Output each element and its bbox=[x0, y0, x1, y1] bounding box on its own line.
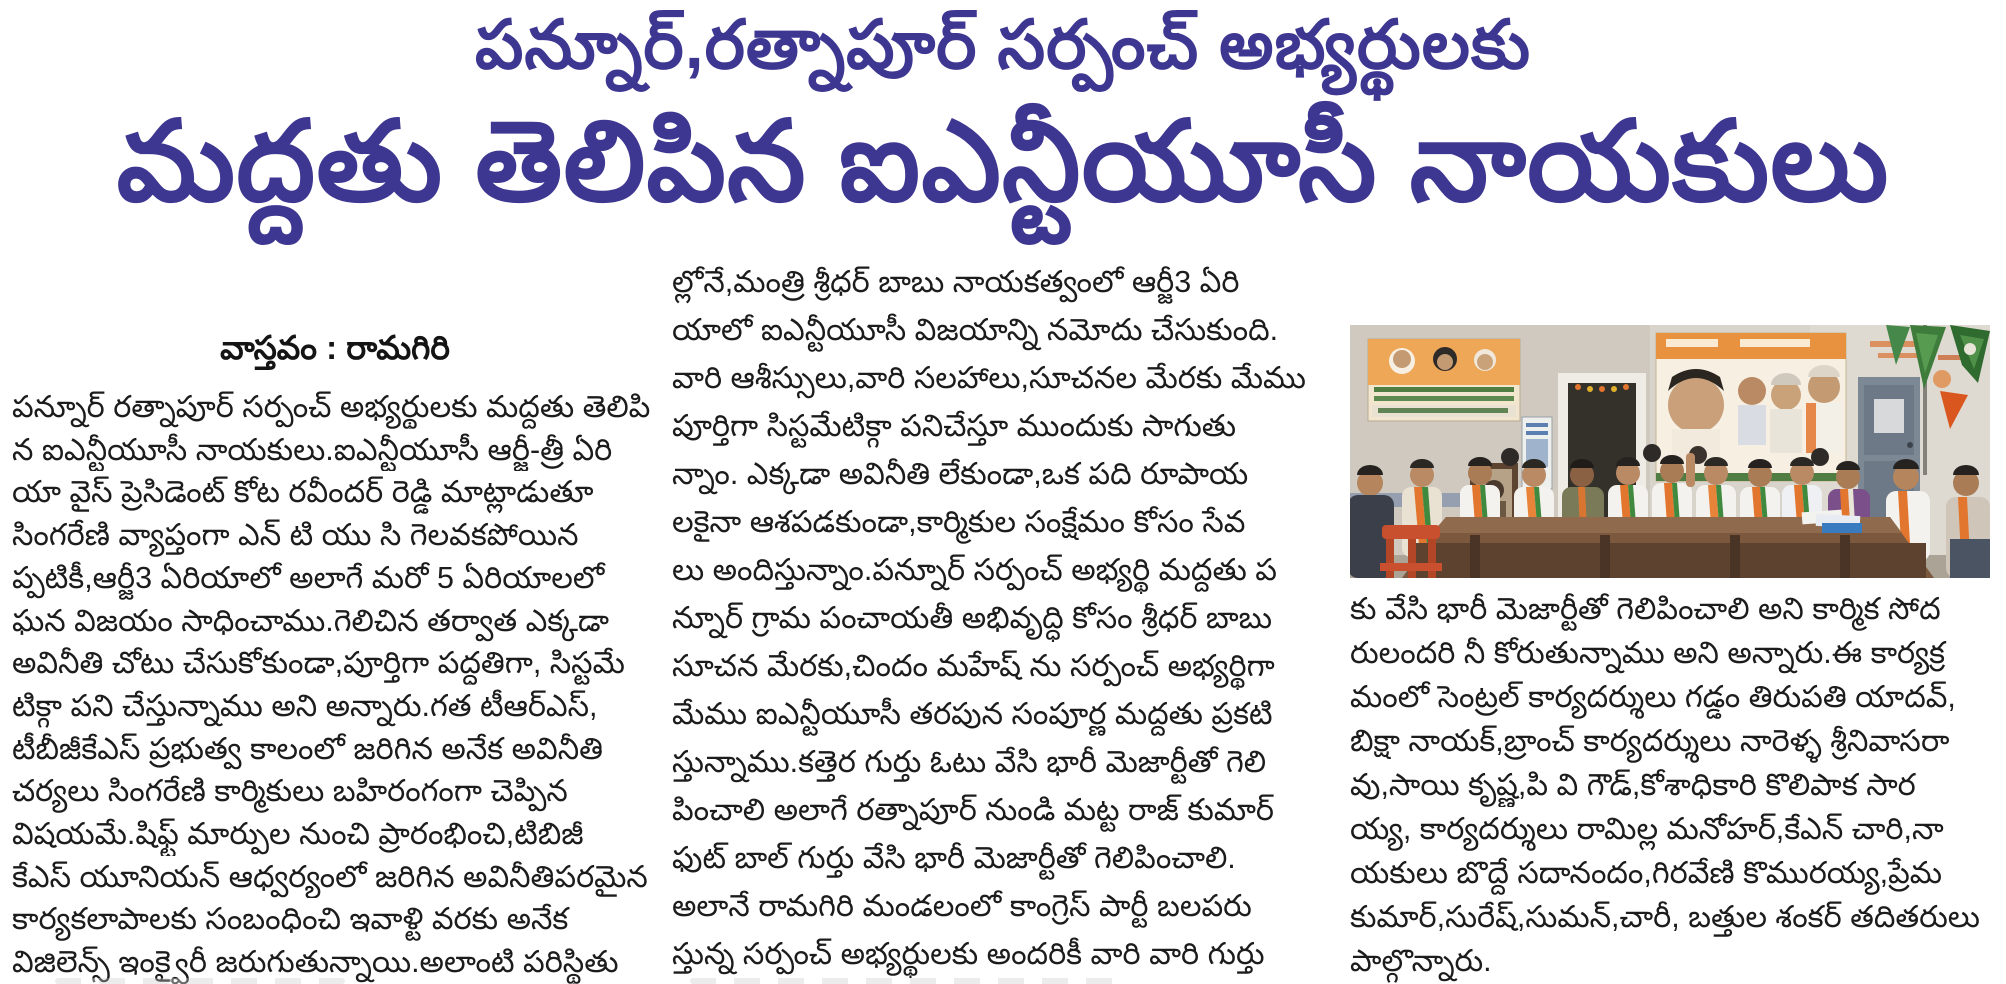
text-line: చర్యలు సింగరేణి కార్మికులు బహిరంగంగా చెప్పిన bbox=[12, 774, 568, 809]
text-line: అలానే రామగిరి మండలంలో కాంగ్రెస్ పార్టీ బలపరు bbox=[672, 889, 1252, 923]
text-line: పూర్తిగా సిస్టమేటిక్గా పనిచేస్తూ ముందుకు సాగుతు bbox=[672, 409, 1237, 443]
column-3 bbox=[1350, 325, 1990, 983]
text-line: బిక్షా నాయక్,బ్రాంచ్ కార్యదర్శులు నారెళ్ళ శ్రీనివాసరా bbox=[1350, 724, 1950, 758]
text-line: పన్నూర్ రత్నాపూర్ సర్పంచ్ అభ్యర్థులకు మద్దతు తెలిపి bbox=[12, 390, 651, 424]
text-line: కుమార్,సురేష్,సుమన్,చారీ, బత్తుల శంకర్ తదితరులు bbox=[1350, 900, 1980, 934]
text-line: వు,సాయి కృష్ణ,పి వి గౌడ్,కోశాధికారి కొలిపాక సార bbox=[1350, 768, 1916, 802]
text-line: యా వైస్ ప్రెసిడెంట్ కోట రవీందర్ రెడ్డి మాట్లాడుతూ bbox=[12, 475, 594, 510]
text-line: సూచన మేరకు,చిందం మహేష్ ను సర్పంచ్ అభ్యర్థిగా bbox=[672, 649, 1275, 683]
column-2 bbox=[672, 258, 1334, 978]
text-line: సింగరేణి వ్యాప్తంగా ఎన్ టి యు సి గెలవకపోయిన bbox=[12, 518, 579, 553]
text-line: విషయమే.షిఫ్ట్ మార్పుల నుంచి ప్రారంభించి,టిబిజీ bbox=[12, 817, 584, 852]
meeting-tables bbox=[1402, 510, 1934, 578]
column-1-text bbox=[12, 386, 658, 984]
text-line: య్య, కార్యదర్శులు రామిల్ల మనోహర్,కేఎన్ చారి,నా bbox=[1350, 812, 1944, 846]
text-line: పించాలి అలాగే రత్నాపూర్ నుండి మట్ట రాజ్ కుమార్ bbox=[672, 793, 1275, 827]
text-line: న్నూర్ గ్రామ పంచాయతీ అభివృద్ధి కోసం శ్రీధర్ బాబు bbox=[672, 601, 1273, 635]
article-photo bbox=[1350, 325, 1990, 578]
congress-banner-left bbox=[1368, 339, 1520, 421]
text-line: అవినీతి చోటు చేసుకోకుండా,పూర్తిగా పద్ధతిగా, సిస్టమే bbox=[12, 646, 625, 681]
text-line: ఫుట్ బాల్ గుర్తు వేసి భారీ మెజార్టీతో గెలిపించాలి. bbox=[672, 841, 1236, 875]
text-line: యాలో ఐఎన్టీయూసీ విజయాన్ని నమోదు చేసుకుంది. bbox=[672, 313, 1279, 347]
cutoff-next-line-fragment bbox=[55, 978, 345, 984]
byline: వాస్తవం : రామగిరి bbox=[220, 329, 450, 366]
text-line: యకులు బొద్దే సదానందం,గిరవేణి కొమురయ్య,ప్రేమ bbox=[1350, 856, 1943, 890]
text-line: మేము ఐఎన్టీయూసీ తరపున సంపూర్ణ మద్దతు ప్రకటి bbox=[672, 697, 1273, 731]
cutoff-next-line-fragment bbox=[690, 978, 1120, 984]
text-line: కార్యకలాపాలకు సంబంధించి ఇవాళ్టి వరకు అనేక bbox=[12, 902, 569, 937]
text-line: కేఎస్ యూనియన్ ఆధ్వర్యంలో జరిగిన అవినీతిపరమైన bbox=[12, 859, 648, 894]
text-line: టీబీజీకేఎస్ ప్రభుత్వ కాలంలో జరిగిన అనేక అవినీతి bbox=[12, 731, 603, 766]
text-line: స్తున్నాము.కత్తెర గుర్తు ఓటు వేసి భారీ మెజార్టీతో గెలి bbox=[672, 745, 1267, 779]
text-line: మంలో సెంట్రల్ కార్యదర్శులు గడ్డం తిరుపతి యాదవ్, bbox=[1350, 680, 1956, 714]
text-line: రులందరి నీ కోరుతున్నాము అని అన్నారు.ఈ కార్యక్ర bbox=[1350, 636, 1945, 670]
text-line: పాల్గొన్నారు. bbox=[1350, 944, 1492, 978]
text-line: లు అందిస్తున్నాం.పన్నూర్ సర్పంచ్ అభ్యర్థి మద్దతు ప bbox=[672, 553, 1277, 587]
column-3-text bbox=[1350, 587, 1990, 983]
orange-chair bbox=[1380, 525, 1442, 578]
text-line: కు వేసి భారీ మెజార్టీతో గెలిపించాలి అని కార్మిక సోద bbox=[1350, 592, 1941, 626]
text-line: ఘన విజయం సాధించాము.గెలిచిన తర్వాత ఎక్కడా bbox=[12, 603, 610, 638]
text-line: స్తున్న సర్పంచ్ అభ్యర్థులకు అందరికీ వారి వారి గుర్తు bbox=[672, 937, 1265, 971]
column-1 bbox=[12, 326, 658, 984]
text-line: లకైనా ఆశపడకుండా,కార్మికుల సంక్షేమం కోసం సేవ bbox=[672, 505, 1246, 539]
main-headline: మద్దతు తెలిపిన ఐఎన్టీయూసీ నాయకులు bbox=[116, 99, 1890, 224]
text-line: న ఐఎన్టీయూసీ నాయకులు.ఐఎన్టీయూసీ ఆర్జీ-త్రీ ఏరి bbox=[12, 432, 613, 467]
text-line: ప్పటికీ,ఆర్జీ3 ఏరియాలో అలాగే మరో 5 ఏరియాలలో bbox=[12, 560, 605, 595]
column-2-text bbox=[672, 258, 1334, 978]
text-line: న్నాం. ఎక్కడా అవినీతి లేకుండా,ఒక పది రూపాయ bbox=[672, 457, 1249, 491]
kicker-headline: పన్నూర్,రత్నాపూర్ సర్పంచ్ అభ్యర్థులకు bbox=[475, 7, 1531, 83]
text-line: టిక్గా పని చేస్తున్నాము అని అన్నారు.గత టీఆర్ఎస్, bbox=[12, 688, 598, 723]
text-line: ల్లోనే,మంత్రి శ్రీధర్ బాబు నాయకత్వంలో ఆర్జీ3 ఏరి bbox=[672, 265, 1240, 299]
text-line: విజిలెన్స్ ఇంక్వైరీ జరుగుతున్నాయి.అలాంటి పరిస్థితు bbox=[12, 945, 619, 980]
text-line: వారి ఆశీస్సులు,వారి సలహాలు,సూచనల మేరకు మేము bbox=[672, 361, 1306, 395]
